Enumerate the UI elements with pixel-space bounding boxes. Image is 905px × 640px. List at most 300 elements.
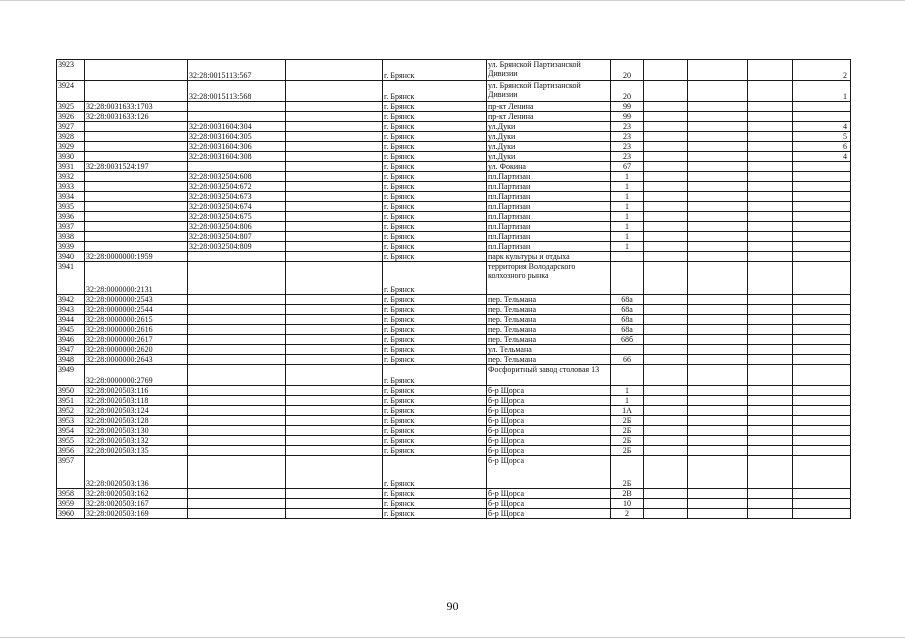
empty-cell	[286, 102, 383, 112]
cadastral-number-cell: 32:28:0020503:132	[85, 436, 188, 446]
cadastral-number-2-cell: 32:28:0032504:675	[188, 212, 286, 222]
city-cell: г. Брянск	[383, 242, 487, 252]
city-cell: г. Брянск	[383, 132, 487, 142]
city-cell: г. Брянск	[383, 335, 487, 345]
column-8-cell	[688, 232, 748, 242]
city-cell: г. Брянск	[383, 396, 487, 406]
cadastral-number-2-cell	[188, 406, 286, 416]
column-9-cell	[748, 172, 793, 182]
apartment-number-cell	[793, 262, 851, 295]
column-9-cell	[748, 436, 793, 446]
address-cell: ул.Дуки	[487, 122, 611, 132]
column-7-cell	[644, 222, 688, 232]
cadastral-number-2-cell: 32:28:0031604:308	[188, 152, 286, 162]
apartment-number-cell	[793, 456, 851, 489]
table-row	[57, 386, 851, 396]
column-9-cell	[748, 132, 793, 142]
column-9-cell	[748, 406, 793, 416]
row-number-cell: 3924	[57, 81, 85, 102]
empty-cell	[286, 305, 383, 315]
house-number-cell: 1А	[611, 406, 644, 416]
cadastral-number-cell: 32:28:0031524:197	[85, 162, 188, 172]
city-cell: г. Брянск	[383, 365, 487, 386]
cadastral-number-2-cell	[188, 446, 286, 456]
house-number-cell: 23	[611, 152, 644, 162]
table-row	[57, 335, 851, 345]
row-number-cell: 3929	[57, 142, 85, 152]
address-cell: пл.Партизан	[487, 242, 611, 252]
column-7-cell	[644, 489, 688, 499]
apartment-number-cell	[793, 365, 851, 386]
column-7-cell	[644, 396, 688, 406]
cadastral-number-cell: 32:28:0000000:2131	[85, 262, 188, 295]
address-cell: б-р Щорса	[487, 456, 611, 489]
column-7-cell	[644, 152, 688, 162]
address-cell: ул. Фокина	[487, 162, 611, 172]
cadastral-number-2-cell	[188, 436, 286, 446]
city-cell: г. Брянск	[383, 426, 487, 436]
address-cell: территория Володарского колхозного рынка	[487, 262, 611, 295]
address-cell: б-р Щорса	[487, 489, 611, 499]
house-number-cell: 2Б	[611, 426, 644, 436]
cadastral-number-cell: 32:28:0020503:128	[85, 416, 188, 426]
city-cell: г. Брянск	[383, 192, 487, 202]
table-row	[57, 232, 851, 242]
page-edge-bottom	[0, 637, 905, 638]
table-row	[57, 102, 851, 112]
house-number-cell: 1	[611, 182, 644, 192]
apartment-number-cell	[793, 489, 851, 499]
column-7-cell	[644, 436, 688, 446]
cadastral-number-cell	[85, 122, 188, 132]
table-row	[57, 325, 851, 335]
cadastral-number-cell: 32:28:0000000:2769	[85, 365, 188, 386]
column-8-cell	[688, 396, 748, 406]
cadastral-number-2-cell	[188, 355, 286, 365]
city-cell: г. Брянск	[383, 142, 487, 152]
city-cell: г. Брянск	[383, 295, 487, 305]
empty-cell	[286, 345, 383, 355]
table-row	[57, 192, 851, 202]
apartment-number-cell	[793, 212, 851, 222]
table-row	[57, 295, 851, 305]
address-cell: пл.Партизан	[487, 182, 611, 192]
cadastral-number-2-cell	[188, 416, 286, 426]
city-cell: г. Брянск	[383, 345, 487, 355]
house-number-cell: 23	[611, 122, 644, 132]
house-number-cell: 1	[611, 396, 644, 406]
cadastral-number-2-cell	[188, 396, 286, 406]
column-7-cell	[644, 242, 688, 252]
apartment-number-cell	[793, 509, 851, 519]
apartment-number-cell	[793, 315, 851, 325]
cadastral-number-cell	[85, 132, 188, 142]
column-8-cell	[688, 295, 748, 305]
city-cell: г. Брянск	[383, 81, 487, 102]
page-edge-top	[0, 0, 905, 1]
empty-cell	[286, 406, 383, 416]
table-row	[57, 426, 851, 436]
cadastral-number-cell	[85, 60, 188, 81]
empty-cell	[286, 252, 383, 262]
house-number-cell: 20	[611, 60, 644, 81]
row-number-cell: 3956	[57, 446, 85, 456]
column-8-cell	[688, 60, 748, 81]
column-9-cell	[748, 102, 793, 112]
column-8-cell	[688, 252, 748, 262]
column-7-cell	[644, 499, 688, 509]
row-number-cell: 3960	[57, 509, 85, 519]
address-cell: пер. Тельмана	[487, 295, 611, 305]
column-9-cell	[748, 262, 793, 295]
apartment-number-cell	[793, 325, 851, 335]
address-cell: б-р Щорса	[487, 436, 611, 446]
cadastral-number-cell	[85, 202, 188, 212]
house-number-cell: 68а	[611, 315, 644, 325]
cadastral-number-cell: 32:28:0020503:162	[85, 489, 188, 499]
cadastral-number-cell	[85, 222, 188, 232]
column-9-cell	[748, 509, 793, 519]
row-number-cell: 3941	[57, 262, 85, 295]
column-9-cell	[748, 396, 793, 406]
row-number-cell: 3959	[57, 499, 85, 509]
cadastral-number-2-cell	[188, 315, 286, 325]
column-7-cell	[644, 365, 688, 386]
table-row	[57, 396, 851, 406]
house-number-cell: 68а	[611, 305, 644, 315]
table-row	[57, 182, 851, 192]
column-7-cell	[644, 386, 688, 396]
house-number-cell: 99	[611, 102, 644, 112]
cadastral-number-2-cell: 32:28:0031604:304	[188, 122, 286, 132]
cadastral-number-2-cell	[188, 335, 286, 345]
column-9-cell	[748, 456, 793, 489]
city-cell: г. Брянск	[383, 212, 487, 222]
empty-cell	[286, 355, 383, 365]
cadastral-number-cell: 32:28:0020503:136	[85, 456, 188, 489]
cadastral-number-cell: 32:28:0000000:2643	[85, 355, 188, 365]
house-number-cell: 1	[611, 172, 644, 182]
address-cell: пл.Партизан	[487, 202, 611, 212]
apartment-number-cell	[793, 112, 851, 122]
cadastral-number-2-cell	[188, 456, 286, 489]
address-cell: б-р Щорса	[487, 446, 611, 456]
column-9-cell	[748, 252, 793, 262]
column-7-cell	[644, 202, 688, 212]
address-cell: б-р Щорса	[487, 509, 611, 519]
empty-cell	[286, 162, 383, 172]
column-9-cell	[748, 152, 793, 162]
city-cell: г. Брянск	[383, 252, 487, 262]
cadastral-number-cell	[85, 182, 188, 192]
house-number-cell	[611, 262, 644, 295]
column-8-cell	[688, 509, 748, 519]
empty-cell	[286, 232, 383, 242]
table-row	[57, 132, 851, 142]
row-number-cell: 3947	[57, 345, 85, 355]
row-number-cell: 3953	[57, 416, 85, 426]
apartment-number-cell	[793, 232, 851, 242]
row-number-cell: 3949	[57, 365, 85, 386]
apartment-number-cell	[793, 252, 851, 262]
column-7-cell	[644, 132, 688, 142]
row-number-cell: 3938	[57, 232, 85, 242]
cadastral-number-2-cell	[188, 252, 286, 262]
column-8-cell	[688, 489, 748, 499]
apartment-number-cell	[793, 386, 851, 396]
table-row	[57, 81, 851, 102]
row-number-cell: 3932	[57, 172, 85, 182]
row-number-cell: 3943	[57, 305, 85, 315]
city-cell: г. Брянск	[383, 406, 487, 416]
cadastral-number-cell: 32:28:0020503:130	[85, 426, 188, 436]
column-7-cell	[644, 60, 688, 81]
table-row	[57, 262, 851, 295]
cadastral-number-2-cell: 32:28:0032504:807	[188, 232, 286, 242]
column-8-cell	[688, 315, 748, 325]
column-8-cell	[688, 446, 748, 456]
column-8-cell	[688, 416, 748, 426]
cadastral-number-2-cell	[188, 295, 286, 305]
house-number-cell: 1	[611, 202, 644, 212]
row-number-cell: 3934	[57, 192, 85, 202]
empty-cell	[286, 446, 383, 456]
column-9-cell	[748, 142, 793, 152]
empty-cell	[286, 152, 383, 162]
table-row	[57, 315, 851, 325]
row-number-cell: 3937	[57, 222, 85, 232]
cadastral-number-2-cell: 32:28:0031604:306	[188, 142, 286, 152]
column-8-cell	[688, 81, 748, 102]
address-cell: ул.Дуки	[487, 152, 611, 162]
cadastral-number-2-cell: 32:28:0032504:673	[188, 192, 286, 202]
address-cell: ул.Дуки	[487, 142, 611, 152]
column-9-cell	[748, 242, 793, 252]
house-number-cell	[611, 365, 644, 386]
column-8-cell	[688, 426, 748, 436]
cadastral-number-2-cell	[188, 162, 286, 172]
cadastral-number-cell: 32:28:0020503:118	[85, 396, 188, 406]
column-8-cell	[688, 112, 748, 122]
cadastral-number-cell	[85, 142, 188, 152]
house-number-cell: 23	[611, 132, 644, 142]
row-number-cell: 3935	[57, 202, 85, 212]
empty-cell	[286, 112, 383, 122]
cadastral-number-2-cell: 32:28:0015113:567	[188, 60, 286, 81]
table-row	[57, 202, 851, 212]
row-number-cell: 3944	[57, 315, 85, 325]
apartment-number-cell: 2	[793, 60, 851, 81]
row-number-cell: 3948	[57, 355, 85, 365]
apartment-number-cell	[793, 446, 851, 456]
empty-cell	[286, 212, 383, 222]
column-9-cell	[748, 446, 793, 456]
address-cell: пл.Партизан	[487, 172, 611, 182]
city-cell: г. Брянск	[383, 325, 487, 335]
empty-cell	[286, 132, 383, 142]
table-row	[57, 222, 851, 232]
column-8-cell	[688, 192, 748, 202]
column-7-cell	[644, 509, 688, 519]
cadastral-number-cell	[85, 192, 188, 202]
column-7-cell	[644, 182, 688, 192]
column-8-cell	[688, 386, 748, 396]
column-9-cell	[748, 355, 793, 365]
house-number-cell: 2	[611, 509, 644, 519]
column-8-cell	[688, 406, 748, 416]
cadastral-number-2-cell: 32:28:0032504:806	[188, 222, 286, 232]
city-cell: г. Брянск	[383, 499, 487, 509]
column-8-cell	[688, 212, 748, 222]
table-row	[57, 446, 851, 456]
row-number-cell: 3931	[57, 162, 85, 172]
column-7-cell	[644, 295, 688, 305]
empty-cell	[286, 335, 383, 345]
cadastral-number-cell: 32:28:0000000:2544	[85, 305, 188, 315]
house-number-cell: 68б	[611, 335, 644, 345]
column-8-cell	[688, 335, 748, 345]
city-cell: г. Брянск	[383, 436, 487, 446]
table-row	[57, 60, 851, 81]
column-7-cell	[644, 162, 688, 172]
column-8-cell	[688, 345, 748, 355]
table-row	[57, 345, 851, 355]
empty-cell	[286, 60, 383, 81]
column-7-cell	[644, 122, 688, 132]
cadastral-number-2-cell: 32:28:0015113:568	[188, 81, 286, 102]
table-row	[57, 162, 851, 172]
column-8-cell	[688, 172, 748, 182]
table-row	[57, 112, 851, 122]
row-number-cell: 3925	[57, 102, 85, 112]
address-cell: ул. Тельмана	[487, 345, 611, 355]
apartment-number-cell	[793, 222, 851, 232]
row-number-cell: 3954	[57, 426, 85, 436]
apartment-number-cell: 4	[793, 122, 851, 132]
column-9-cell	[748, 335, 793, 345]
column-9-cell	[748, 232, 793, 242]
city-cell: г. Брянск	[383, 102, 487, 112]
empty-cell	[286, 172, 383, 182]
row-number-cell: 3942	[57, 295, 85, 305]
address-cell: пр-кт Ленина	[487, 112, 611, 122]
empty-cell	[286, 192, 383, 202]
address-cell: пл.Партизан	[487, 212, 611, 222]
apartment-number-cell	[793, 305, 851, 315]
table-row	[57, 122, 851, 132]
table-row	[57, 406, 851, 416]
address-cell: пер. Тельмана	[487, 325, 611, 335]
apartment-number-cell	[793, 202, 851, 212]
city-cell: г. Брянск	[383, 416, 487, 426]
house-number-cell: 1	[611, 222, 644, 232]
empty-cell	[286, 262, 383, 295]
column-7-cell	[644, 232, 688, 242]
apartment-number-cell	[793, 182, 851, 192]
column-8-cell	[688, 456, 748, 489]
column-9-cell	[748, 60, 793, 81]
house-number-cell: 20	[611, 81, 644, 102]
address-cell: пер. Тельмана	[487, 315, 611, 325]
column-8-cell	[688, 262, 748, 295]
empty-cell	[286, 122, 383, 132]
table-row	[57, 212, 851, 222]
cadastral-number-cell: 32:28:0020503:169	[85, 509, 188, 519]
city-cell: г. Брянск	[383, 202, 487, 212]
empty-cell	[286, 489, 383, 499]
cadastral-number-cell	[85, 152, 188, 162]
cadastral-number-cell: 32:28:0000000:2617	[85, 335, 188, 345]
city-cell: г. Брянск	[383, 262, 487, 295]
row-number-cell: 3933	[57, 182, 85, 192]
house-number-cell: 1	[611, 192, 644, 202]
column-7-cell	[644, 446, 688, 456]
apartment-number-cell	[793, 162, 851, 172]
column-8-cell	[688, 102, 748, 112]
address-cell: пл.Партизан	[487, 232, 611, 242]
cadastral-number-2-cell	[188, 489, 286, 499]
table-row	[57, 365, 851, 386]
house-number-cell: 2Б	[611, 446, 644, 456]
apartment-number-cell	[793, 102, 851, 112]
apartment-number-cell	[793, 426, 851, 436]
house-number-cell	[611, 252, 644, 262]
address-cell: пр-кт Ленина	[487, 102, 611, 112]
column-7-cell	[644, 426, 688, 436]
empty-cell	[286, 142, 383, 152]
city-cell: г. Брянск	[383, 489, 487, 499]
city-cell: г. Брянск	[383, 162, 487, 172]
column-9-cell	[748, 345, 793, 355]
cadastral-number-cell	[85, 81, 188, 102]
column-8-cell	[688, 305, 748, 315]
cadastral-number-2-cell: 32:28:0032504:608	[188, 172, 286, 182]
row-number-cell: 3928	[57, 132, 85, 142]
column-7-cell	[644, 102, 688, 112]
cadastral-number-2-cell	[188, 112, 286, 122]
column-9-cell	[748, 365, 793, 386]
column-8-cell	[688, 162, 748, 172]
row-number-cell: 3927	[57, 122, 85, 132]
address-cell: б-р Щорса	[487, 426, 611, 436]
column-8-cell	[688, 182, 748, 192]
table-row	[57, 172, 851, 182]
cadastral-number-2-cell	[188, 325, 286, 335]
city-cell: г. Брянск	[383, 152, 487, 162]
column-9-cell	[748, 162, 793, 172]
cadastral-number-2-cell: 32:28:0032504:809	[188, 242, 286, 252]
table-row	[57, 152, 851, 162]
apartment-number-cell: 1	[793, 81, 851, 102]
column-7-cell	[644, 112, 688, 122]
row-number-cell: 3955	[57, 436, 85, 446]
address-cell: парк культуры и отдыха	[487, 252, 611, 262]
column-9-cell	[748, 182, 793, 192]
cadastral-number-2-cell	[188, 345, 286, 355]
house-number-cell: 68а	[611, 325, 644, 335]
cadastral-number-cell: 32:28:0031633:126	[85, 112, 188, 122]
column-7-cell	[644, 416, 688, 426]
house-number-cell: 1	[611, 242, 644, 252]
cadastral-number-2-cell	[188, 426, 286, 436]
column-9-cell	[748, 81, 793, 102]
column-9-cell	[748, 222, 793, 232]
row-number-cell: 3957	[57, 456, 85, 489]
column-8-cell	[688, 122, 748, 132]
empty-cell	[286, 499, 383, 509]
apartment-number-cell	[793, 242, 851, 252]
column-9-cell	[748, 416, 793, 426]
